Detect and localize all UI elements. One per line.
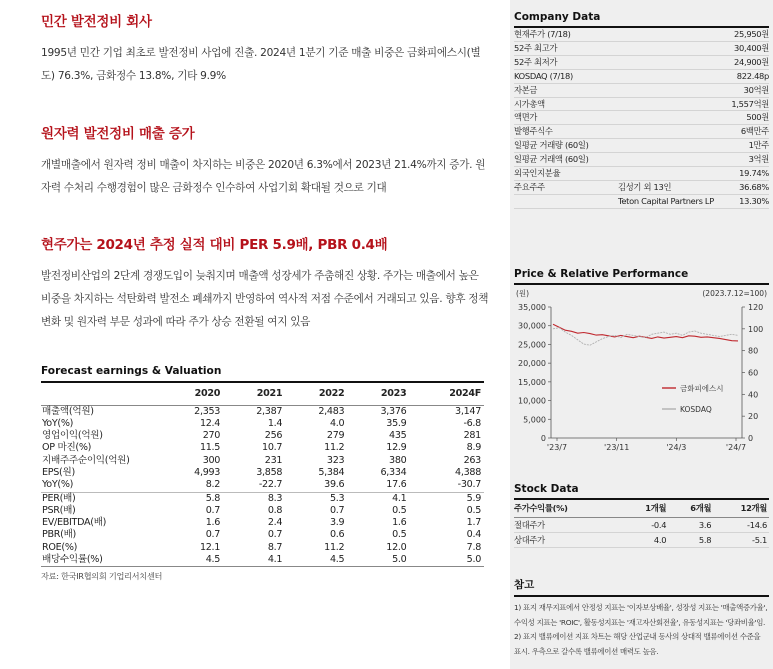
section-body: 개별매출에서 원자력 정비 매출이 차지하는 비중은 2020년 6.3%에서 2023년 21.4%까지 증가. 원자력 수처리 수행경험이 많은 금화정수 인수하여 사업기회 확대될 것으로 기대 [41, 159, 486, 194]
cell-value: 3.6 [668, 517, 713, 532]
right-tick-label: 40 [748, 390, 759, 400]
table-row [41, 529, 484, 541]
cell-value: 5.0 [347, 554, 409, 567]
row-label: 절대주가 [514, 517, 623, 532]
forecast-year: 2020 [161, 383, 223, 405]
right-tick-label: 120 [748, 303, 764, 312]
row-label: 지배주주순이익(억원) [42, 454, 130, 466]
row-label: PSR(배) [42, 504, 76, 516]
stock-header: 12개월 [713, 500, 769, 517]
table-row [514, 167, 769, 181]
source-note: 자료: 한국IR협의회 기업리서치센터 [41, 571, 163, 582]
cell-value: 270 [202, 430, 221, 442]
right-axis-unit: (2023.7.12=100) [702, 289, 767, 298]
cell-value: 435 [389, 430, 407, 442]
table-row [41, 554, 484, 567]
row-label: 시가총액 [514, 97, 727, 111]
cell-value: 11.2 [324, 442, 345, 454]
row-value: 19.74% [727, 167, 769, 181]
cell-value: 0.7 [205, 504, 221, 516]
left-axis-unit: (원) [516, 289, 530, 298]
company-data-title: Company Data [514, 11, 769, 28]
cell-value: 256 [264, 430, 283, 442]
stock-data-title: Stock Data [514, 483, 769, 500]
cell-value: 17.6 [386, 479, 407, 491]
row-value: 1,557억원 [727, 97, 769, 111]
right-tick-label: 80 [748, 346, 759, 356]
company-data-body [514, 28, 769, 208]
x-tick-label: '23/11 [604, 443, 630, 452]
cell-value: 0.4 [466, 529, 481, 541]
forecast-header-row [41, 383, 484, 405]
cell-value: 11.5 [199, 442, 221, 454]
cell-value: 8.3 [223, 492, 285, 505]
row-label: PBR(배) [42, 529, 76, 541]
table-row [514, 139, 769, 153]
table-row [514, 180, 769, 194]
forecast-year: 2021 [223, 383, 285, 405]
row-label: 상대주가 [514, 532, 623, 547]
cell-value: 3.9 [329, 517, 345, 529]
table-row [514, 153, 769, 167]
row-label: KOSDAQ (7/18) [514, 69, 727, 83]
table-row [514, 28, 769, 41]
cell-value: 4.0 [623, 532, 668, 547]
cell-value: 1.6 [205, 517, 221, 529]
stock-header: 주가수익률(%) [514, 500, 623, 517]
cell-value: 5,384 [318, 466, 345, 478]
cell-value: -5.1 [713, 532, 769, 547]
cell-value: 1.6 [392, 517, 407, 529]
row-value: 24,900원 [727, 55, 769, 69]
cell-value: -14.6 [713, 517, 769, 532]
cell-value: -30.7 [457, 479, 481, 491]
right-tick-label: 60 [748, 368, 759, 378]
cell-value: 0.8 [267, 504, 283, 516]
table-row [514, 194, 769, 208]
price-series-line [553, 324, 738, 341]
cell-value: 300 [202, 454, 221, 466]
cell-value: 7.8 [466, 541, 481, 553]
cell-value: 5.0 [409, 554, 484, 567]
row-value: 30,400원 [727, 41, 769, 55]
section-title: 현주가는 2024년 추정 실적 대비 PER 5.9배, PBR 0.4배 [41, 237, 388, 253]
forecast-table-section [41, 365, 484, 582]
section-body: 1995년 민간 기업 최초로 발전정비 사업에 진출. 2024년 1분기 기준 매출 비중은 금화피에스시(별도) 76.3%, 금화정수 13.8%, 기타 9.9% [41, 47, 481, 82]
section-title: 원자력 발전정비 매출 증가 [41, 126, 195, 142]
cell-value: 5.8 [668, 532, 713, 547]
cell-value: 0.5 [392, 529, 407, 541]
cell-value: 10.7 [262, 442, 283, 454]
row-value: 25,950원 [727, 28, 769, 41]
cell-value: 4.0 [329, 417, 345, 429]
cell-value: 323 [326, 454, 345, 466]
forecast-year: 2022 [285, 383, 347, 405]
cell-value: 2,353 [194, 405, 221, 417]
cell-value: 5.8 [161, 492, 223, 505]
performance-title: Price & Relative Performance [514, 268, 769, 285]
cell-value: 0.7 [267, 529, 283, 541]
table-row [514, 125, 769, 139]
row-label: 외국인지분율 [514, 167, 727, 181]
row-label: OP 마진(%) [42, 442, 92, 454]
holder-name: Teton Capital Partners LP [614, 194, 727, 208]
cell-value: 4.5 [161, 554, 223, 567]
row-label: 영업이익(억원) [42, 430, 103, 442]
row-label: EPS(원) [42, 466, 75, 478]
left-tick-label: 30,000 [518, 321, 546, 331]
left-tick-label: 20,000 [518, 359, 546, 369]
section-title: 민간 발전정비 회사 [41, 14, 152, 30]
x-tick-label: '24/7 [725, 443, 747, 452]
left-tick-label: 35,000 [518, 303, 546, 312]
cell-value: 380 [389, 454, 407, 466]
cell-value: 4.1 [223, 554, 285, 567]
section-nuclear [41, 122, 491, 200]
row-value: 1만주 [727, 139, 769, 153]
forecast-year: 2024F [409, 383, 484, 405]
forecast-year: 2023 [347, 383, 409, 405]
cell-value: 281 [463, 430, 481, 442]
table-row [41, 542, 484, 554]
forecast-title: Forecast earnings & Valuation [41, 365, 484, 383]
cell-value: 3,147 [455, 405, 481, 417]
right-tick-label: 20 [748, 412, 759, 422]
forecast-header-blank [41, 383, 161, 405]
stock-data-header-row [514, 500, 769, 517]
cell-value: 5.9 [409, 492, 484, 505]
performance-chart-svg [514, 286, 769, 461]
forecast-body [41, 405, 484, 567]
cell-value: 12.1 [199, 541, 221, 553]
row-label: YoY(%) [42, 417, 74, 429]
table-row [41, 505, 484, 517]
cell-value: 12.4 [199, 417, 221, 429]
cell-value: 8.9 [466, 442, 481, 454]
row-label: 발행주식수 [514, 125, 727, 139]
table-row [514, 69, 769, 83]
index-series-line [553, 328, 738, 346]
table-row [41, 517, 484, 529]
table-row [514, 41, 769, 55]
left-tick-label: 10,000 [518, 396, 546, 406]
cell-value: 12.9 [386, 442, 407, 454]
row-label: ROE(%) [42, 541, 78, 553]
left-tick-label: 5,000 [523, 415, 546, 425]
cell-value: 263 [463, 454, 481, 466]
table-row [514, 517, 769, 532]
table-row [41, 492, 484, 505]
right-tick-label: 100 [748, 324, 764, 334]
cell-value: 0.5 [392, 504, 407, 516]
row-value: 822.48p [727, 69, 769, 83]
holder-value: 13.30% [727, 194, 769, 208]
stock-data-section [514, 483, 769, 548]
cell-value: 11.2 [324, 541, 345, 553]
stock-data-table [514, 500, 769, 548]
cell-value: 2.4 [267, 517, 283, 529]
table-row [41, 455, 484, 467]
row-label: 일평균 거래량 (60일) [514, 139, 727, 153]
cell-value: 2,387 [256, 405, 283, 417]
table-row [41, 442, 484, 454]
table-row [41, 467, 484, 479]
table-row [514, 111, 769, 125]
table-row [41, 430, 484, 442]
row-label: 현재주가 (7/18) [514, 28, 727, 41]
cell-value: 279 [326, 430, 345, 442]
company-data-section [514, 11, 769, 209]
row-value: 3억원 [727, 153, 769, 167]
section-body: 발전정비산업의 2단계 경쟁도입이 늦춰지며 매출액 성장세가 주춤해진 상황. 주가는 매출에서 높은 비중을 차지하는 석탄화력 발전소 폐쇄까지 반영하여 역사적 저점 수준에서 거래되고 있음. 향후 정책 변화 및 원자력 부문 성과에 따라 주가 상승 전환될 여지 있음 [41, 270, 489, 328]
cell-value: -6.8 [463, 417, 481, 429]
cell-value: 3,376 [380, 405, 407, 417]
row-label: 주요주주 [514, 180, 614, 194]
cell-value: 0.5 [466, 504, 481, 516]
cell-value: 4,388 [455, 466, 481, 478]
table-row [514, 83, 769, 97]
section-business [41, 10, 491, 88]
table-row [41, 405, 484, 418]
cell-value: 0.6 [329, 529, 345, 541]
cell-value: 8.2 [205, 479, 221, 491]
cell-value: 4.1 [347, 492, 409, 505]
row-label: 일평균 거래액 (60일) [514, 153, 727, 167]
cell-value: 4,993 [194, 466, 221, 478]
table-row [514, 532, 769, 547]
legend-price-label: 금화피에스시 [680, 384, 724, 393]
row-value: 500원 [727, 111, 769, 125]
cell-value: 35.9 [386, 417, 407, 429]
notes-section [514, 577, 769, 659]
cell-value: 2,483 [318, 405, 345, 417]
cell-value: 3,858 [256, 466, 283, 478]
performance-chart [514, 286, 769, 461]
row-label: 52주 최저가 [514, 55, 727, 69]
row-label: EV/EBITDA(배) [42, 517, 107, 529]
cell-value: 6,334 [380, 466, 407, 478]
x-tick-label: '23/7 [546, 443, 568, 452]
row-label: 자본금 [514, 83, 727, 97]
left-tick-label: 0 [540, 434, 546, 443]
row-value: 30억원 [727, 83, 769, 97]
row-label: 배당수익률(%) [41, 554, 161, 567]
cell-value: 12.0 [386, 541, 407, 553]
row-label: 액면가 [514, 111, 727, 125]
table-row [41, 418, 484, 430]
cell-value: 1.7 [466, 517, 481, 529]
notes-title: 참고 [514, 577, 769, 597]
company-data-table [514, 28, 769, 209]
cell-value: 39.6 [324, 479, 345, 491]
right-sidebar [510, 0, 773, 669]
performance-section [514, 268, 769, 452]
stock-data-body [514, 517, 769, 547]
cell-value: 4.5 [285, 554, 347, 567]
stock-header: 6개월 [668, 500, 713, 517]
table-row [41, 479, 484, 492]
table-row [514, 97, 769, 111]
section-valuation [41, 233, 491, 334]
right-tick-label: 0 [748, 434, 754, 443]
row-label [514, 194, 614, 208]
cell-value: 1.4 [267, 417, 283, 429]
row-label: 52주 최고가 [514, 41, 727, 55]
legend-index-label: KOSDAQ [680, 405, 712, 414]
cell-value: 231 [264, 454, 283, 466]
stock-header: 1개월 [623, 500, 668, 517]
holder-name: 김성기 외 13인 [614, 180, 727, 194]
row-label: YoY(%) [42, 479, 74, 491]
cell-value: 0.7 [329, 504, 345, 516]
x-tick-label: '24/3 [666, 443, 687, 452]
cell-value: -22.7 [258, 479, 283, 491]
holder-value: 36.68% [727, 180, 769, 194]
cell-value: -0.4 [623, 517, 668, 532]
cell-value: 8.7 [267, 541, 283, 553]
row-value: 6백만주 [727, 125, 769, 139]
left-tick-label: 15,000 [518, 377, 546, 387]
left-tick-label: 25,000 [518, 340, 546, 350]
row-label: PER(배) [41, 492, 161, 505]
notes-body: 1) 표지 재무지표에서 안정성 지표는 '이자보상배율', 성장성 지표는 '매출액증가율', 수익성 지표는 'ROIC', 활동성지표는 '재고자산회전율', 유동성지표는 '당좌비율'임. 2) 표지 밸류에이션 지표 차트는 해당 산업군내 동사의 상대적 밸류에이션 수준을 표시. 우측으로 갈수록 밸류에이션 매력도 높음. [514, 603, 768, 656]
row-label: 매출액(억원) [42, 405, 94, 417]
cell-value: 0.7 [205, 529, 221, 541]
table-row [514, 55, 769, 69]
forecast-table [41, 383, 484, 567]
cell-value: 5.3 [285, 492, 347, 505]
